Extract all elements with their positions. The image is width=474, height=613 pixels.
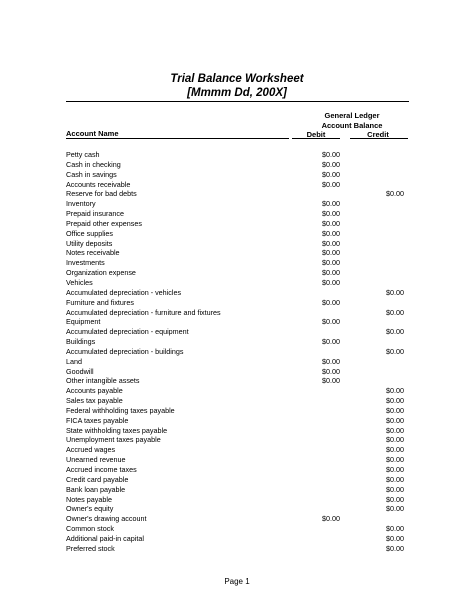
debit-amount: $0.00 — [322, 297, 340, 307]
account-balance-header: Account Balance — [321, 121, 383, 130]
table-row — [66, 209, 408, 219]
table-row — [66, 504, 408, 514]
table-row — [66, 199, 408, 209]
account-name: Cash in savings — [66, 169, 117, 179]
debit-amount: $0.00 — [322, 238, 340, 248]
credit-amount: $0.00 — [386, 484, 404, 494]
worksheet-date: [Mmmm Dd, 200X] — [187, 87, 287, 99]
debit-amount: $0.00 — [322, 248, 340, 258]
debit-amount: $0.00 — [322, 376, 340, 386]
table-row — [66, 357, 408, 367]
account-name: Investments — [66, 258, 105, 268]
table-row — [66, 485, 408, 495]
table-row — [66, 180, 408, 190]
table-row — [66, 534, 408, 544]
account-name: Prepaid insurance — [66, 209, 124, 219]
debit-amount: $0.00 — [322, 268, 340, 278]
debit-amount: $0.00 — [322, 199, 340, 209]
account-name: Utility deposits — [66, 238, 113, 248]
account-name: Owner's drawing account — [66, 514, 147, 524]
debit-amount: $0.00 — [322, 159, 340, 169]
credit-amount: $0.00 — [386, 455, 404, 465]
table-row — [66, 465, 408, 475]
table-row — [66, 514, 408, 524]
table-row — [66, 396, 408, 406]
table-row — [66, 445, 408, 455]
account-name: Equipment — [66, 317, 101, 327]
account-name: Unemployment taxes payable — [66, 435, 161, 445]
account-name: Accrued income taxes — [66, 465, 137, 474]
account-name: Credit card payable — [66, 474, 129, 484]
table-row — [66, 268, 408, 278]
account-name: Preferred stock — [66, 543, 115, 553]
account-name: Bank loan payable — [66, 484, 126, 494]
credit-amount: $0.00 — [386, 327, 404, 337]
credit-header: Credit — [367, 130, 389, 139]
account-name: Petty cash — [66, 150, 100, 159]
account-name: Accounts payable — [66, 386, 123, 396]
table-row — [66, 248, 408, 258]
debit-amount: $0.00 — [322, 209, 340, 219]
account-name: Reserve for bad debts — [66, 189, 137, 199]
account-name: Accumulated depreciation - buildings — [66, 346, 184, 356]
debit-header-underline — [292, 138, 340, 139]
credit-amount: $0.00 — [386, 494, 404, 504]
credit-amount: $0.00 — [386, 445, 404, 455]
account-name: Office supplies — [66, 228, 114, 238]
account-name: Inventory — [66, 199, 96, 209]
debit-amount: $0.00 — [322, 150, 340, 159]
credit-amount: $0.00 — [386, 435, 404, 445]
table-row — [66, 347, 408, 357]
table-row — [66, 524, 408, 534]
account-name: Unearned revenue — [66, 455, 126, 465]
table-row — [66, 189, 408, 199]
debit-amount: $0.00 — [322, 277, 340, 287]
account-name: Other intangible assets — [66, 376, 140, 386]
account-name: Organization expense — [66, 268, 136, 278]
account-name: Federal withholding taxes payable — [66, 405, 175, 415]
credit-amount: $0.00 — [386, 346, 404, 356]
debit-amount: $0.00 — [322, 337, 340, 347]
account-name: Accounts receivable — [66, 179, 131, 189]
account-name: Furniture and fixtures — [66, 297, 134, 307]
debit-amount: $0.00 — [322, 228, 340, 238]
account-name: Buildings — [66, 337, 96, 347]
account-name: Notes receivable — [66, 248, 120, 258]
credit-amount: $0.00 — [386, 425, 404, 435]
worksheet-title: Trial Balance Worksheet — [170, 73, 304, 85]
account-name: Accumulated depreciation - furniture and fixtures — [66, 307, 221, 317]
table-row — [66, 426, 408, 436]
title-rule — [66, 101, 409, 102]
table-row — [66, 150, 408, 160]
account-name: State withholding taxes payable — [66, 425, 168, 435]
account-name: Land — [66, 356, 82, 366]
account-name: Cash in checking — [66, 159, 121, 169]
table-row — [66, 376, 408, 386]
credit-amount: $0.00 — [386, 474, 404, 484]
credit-amount: $0.00 — [386, 307, 404, 317]
account-name: Goodwill — [66, 366, 94, 376]
table-row — [66, 317, 408, 327]
debit-amount: $0.00 — [322, 366, 340, 376]
table-row — [66, 406, 408, 416]
table-row — [66, 288, 408, 298]
debit-amount: $0.00 — [322, 356, 340, 366]
debit-amount: $0.00 — [322, 179, 340, 189]
credit-amount: $0.00 — [386, 465, 404, 474]
credit-amount: $0.00 — [386, 533, 404, 543]
table-row — [66, 475, 408, 485]
table-row — [66, 278, 408, 288]
credit-amount: $0.00 — [386, 396, 404, 406]
credit-amount: $0.00 — [386, 524, 404, 534]
table-row — [66, 160, 408, 170]
debit-amount: $0.00 — [322, 218, 340, 228]
debit-amount: $0.00 — [322, 258, 340, 268]
table-row — [66, 229, 408, 239]
table-row — [66, 327, 408, 337]
table-row — [66, 170, 408, 180]
table-row — [66, 239, 408, 249]
table-row — [66, 544, 408, 554]
credit-header-underline — [350, 138, 408, 139]
account-name: Owner's equity — [66, 504, 114, 514]
table-row — [66, 435, 408, 445]
credit-amount: $0.00 — [386, 415, 404, 425]
table-row — [66, 416, 408, 426]
debit-amount: $0.00 — [322, 169, 340, 179]
debit-amount: $0.00 — [322, 514, 340, 524]
table-row — [66, 298, 408, 308]
debit-header: Debit — [306, 130, 326, 139]
debit-amount: $0.00 — [322, 317, 340, 327]
account-name: Accumulated depreciation - vehicles — [66, 287, 182, 297]
account-name: Prepaid other expenses — [66, 218, 142, 228]
credit-amount: $0.00 — [386, 287, 404, 297]
table-row — [66, 495, 408, 505]
account-name: Vehicles — [66, 277, 93, 287]
account-name: Notes payable — [66, 494, 112, 504]
table-row — [66, 455, 408, 465]
credit-amount: $0.00 — [386, 504, 404, 514]
general-ledger-header: General Ledger — [324, 111, 380, 120]
table-row — [66, 308, 408, 318]
credit-amount: $0.00 — [386, 543, 404, 553]
account-name: Common stock — [66, 524, 114, 534]
account-header-underline — [66, 138, 289, 139]
account-name-header: Account Name — [66, 129, 119, 138]
account-name: Additional paid-in capital — [66, 533, 144, 543]
table-row — [66, 258, 408, 268]
credit-amount: $0.00 — [386, 405, 404, 415]
account-name: FICA taxes payable — [66, 415, 129, 425]
account-name: Accrued wages — [66, 445, 116, 455]
table-row — [66, 386, 408, 396]
account-table — [66, 150, 408, 554]
account-name: Accumulated depreciation - equipment — [66, 327, 189, 337]
table-row — [66, 337, 408, 347]
credit-amount: $0.00 — [386, 189, 404, 199]
table-row — [66, 219, 408, 229]
table-row — [66, 367, 408, 377]
account-name: Sales tax payable — [66, 396, 123, 406]
page-number: Page 1 — [224, 577, 250, 586]
credit-amount: $0.00 — [386, 386, 404, 396]
